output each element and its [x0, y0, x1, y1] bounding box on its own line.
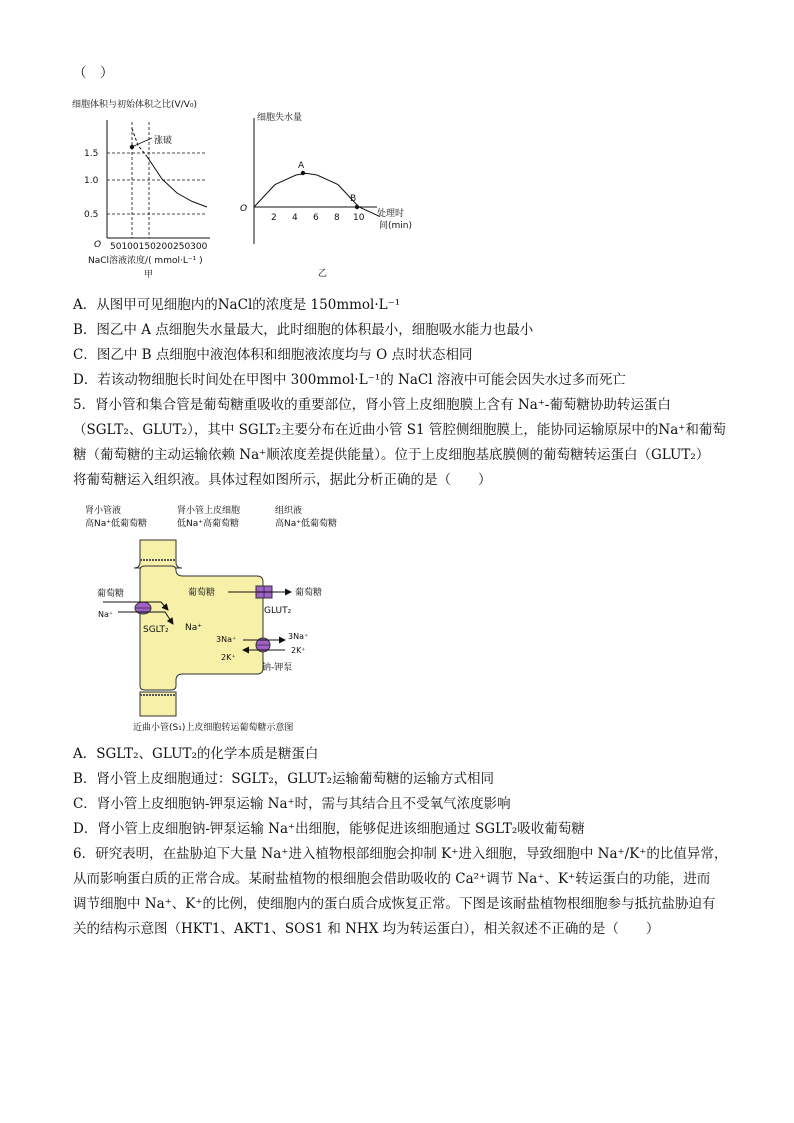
chart-b-ylabel: 细胞失水量 — [257, 113, 303, 123]
chart-b-caption: 乙 — [318, 269, 328, 279]
glucose-right-label: 葡萄糖 — [295, 588, 323, 598]
chart-a-curve — [147, 157, 207, 208]
glut2-label: GLUT₂ — [264, 606, 292, 616]
q6-stem-line: 从而影响蛋白质的正常合成。某耐盐植物的根细胞会借助吸收的 Ca²⁺调节 Na⁺、K⁺转运蛋白的功能，进而 — [73, 871, 711, 887]
q4-bracket: （ ） — [73, 65, 114, 81]
q5-option-c: C．肾小管上皮细胞钠-钾泵运输 Na⁺时，需与其结合且不受氧气浓度影响 — [73, 796, 511, 812]
q6-stem-line: 调节细胞中 Na⁺、K⁺的比例，使细胞内的蛋白质合成恢复正常。下图是该耐盐植物根细胞参与抵抗盐胁迫有 — [73, 896, 716, 912]
chart-a-xticks: 50100150200250300 — [110, 242, 208, 252]
col1-sub: 高Na⁺低葡萄糖 — [85, 519, 147, 529]
chart-b — [232, 108, 422, 283]
chart-b-point-b — [355, 205, 359, 209]
chart-a-ytick: 0.5 — [84, 210, 99, 220]
chart-a-ytick: 1.0 — [84, 176, 99, 186]
q6-stem-line: 6．研究表明，在盐胁迫下大量 Na⁺进入植物根部细胞会抑制 K⁺进入细胞，导致细胞中 Na⁺/K⁺的比值异常， — [73, 846, 728, 862]
chart-b-xtick: 6 — [313, 213, 319, 223]
chart-a-ytick: 1.5 — [84, 149, 99, 159]
k2-out-label: 2K⁺ — [291, 646, 306, 655]
q4-option-d: D．若该动物细胞长时间处在甲图中 300mmol·L⁻¹的 NaCl 溶液中可能会因失水过多而死亡 — [73, 372, 626, 388]
chart-b-curve — [254, 173, 380, 216]
q4-option-b: B．图乙中 A 点细胞失水量最大，此时细胞的体积最小，细胞吸水能力也最小 — [73, 322, 534, 338]
chart-a-curve-dashed — [132, 129, 147, 157]
chart-b-xlabel-1: 处理时 — [377, 209, 405, 219]
chart-b-label-a: A — [298, 161, 305, 171]
chart-b-xtick: 8 — [334, 213, 340, 223]
chart-a-xlabel: NaCl溶液浓度/( mmol·L⁻¹ ) — [88, 256, 203, 266]
glucose-inside-label: 葡萄糖 — [188, 588, 216, 598]
col1-title: 肾小管液 — [85, 506, 122, 516]
sglt2-label: SGLT₂ — [143, 625, 169, 635]
chart-a-burst-point — [130, 145, 134, 149]
chart-b-xtick: 4 — [292, 213, 298, 223]
chart-a-annotation: 涨破 — [154, 136, 173, 146]
q4-option-c: C．图乙中 B 点细胞中液泡体积和细胞液浓度均与 O 点时状态相同 — [73, 347, 473, 363]
na3-in-label: 3Na⁺ — [216, 635, 237, 644]
col3-title: 组织液 — [275, 506, 303, 516]
chart-b-origin: O — [240, 204, 248, 214]
chart-a-caption: 甲 — [144, 270, 154, 280]
col2-sub: 低Na⁺高葡萄糖 — [177, 519, 239, 529]
chart-b-point-a — [301, 171, 305, 175]
chart-b-xtick: 10 — [353, 213, 365, 223]
q4-option-a: A．从图甲可见细胞内的NaCl的浓度是 150mmol·L⁻¹ — [73, 297, 401, 313]
q5-option-a: A．SGLT₂、GLUT₂的化学本质是糖蛋白 — [73, 746, 319, 762]
q5-option-d: D．肾小管上皮细胞钠-钾泵运输 Na⁺出细胞，能够促进该细胞通过 SGLT₂吸收葡萄糖 — [73, 821, 585, 837]
q6-stem-line: 关的结构示意图（HKT1、AKT1、SOS1 和 NHX 均为转运蛋白），相关叙述不正确的是（ ） — [73, 921, 660, 937]
pump-label: 钠-钾泵 — [262, 663, 293, 673]
chart-b-xlabel-2: 间(min) — [379, 221, 412, 231]
q5-stem-line: 糖（葡萄糖的主动运输依赖 Na⁺顺浓度差提供能量）。位于上皮细胞基底膜侧的葡萄糖转运蛋白（GLUT₂） — [73, 447, 710, 463]
chart-a — [70, 90, 248, 282]
na-inside-label: Na⁺ — [185, 623, 202, 633]
glucose-left-label: 葡萄糖 — [97, 589, 125, 599]
q5-option-b: B．肾小管上皮细胞通过：SGLT₂，GLUT₂运输葡萄糖的运输方式相同 — [73, 771, 495, 787]
q5-stem-line: （SGLT₂、GLUT₂），其中 SGLT₂主要分布在近曲小管 S1 管腔侧细胞膜上，能协同运输原尿中的Na⁺和葡萄 — [73, 422, 726, 438]
chart-a-ylabel: 细胞体积与初始体积之比(V/V₀) — [72, 100, 197, 110]
chart-a-origin: O — [94, 240, 102, 250]
q5-stem-line: 5．肾小管和集合管是葡萄糖重吸收的重要部位，肾小管上皮细胞膜上含有 Na⁺-葡萄糖协助转运蛋白 — [73, 397, 671, 413]
col3-sub: 高Na⁺低葡萄糖 — [275, 519, 337, 529]
q5-stem-line: 将葡萄糖运入组织液。具体过程如图所示，据此分析正确的是（ ） — [73, 472, 492, 488]
chart-b-label-b: B — [350, 194, 357, 204]
diagram-caption: 近曲小管(S₁)上皮细胞转运葡萄糖示意图 — [133, 723, 294, 733]
na3-out-label: 3Na⁺ — [288, 632, 309, 641]
q5-diagram — [73, 500, 373, 740]
top-neighbor-cell — [134, 540, 182, 568]
col2-title: 肾小管上皮细胞 — [177, 506, 241, 516]
chart-b-xtick: 2 — [271, 213, 277, 223]
na-left-label: Na⁺ — [98, 610, 114, 619]
k2-in-label: 2K⁺ — [221, 653, 236, 662]
